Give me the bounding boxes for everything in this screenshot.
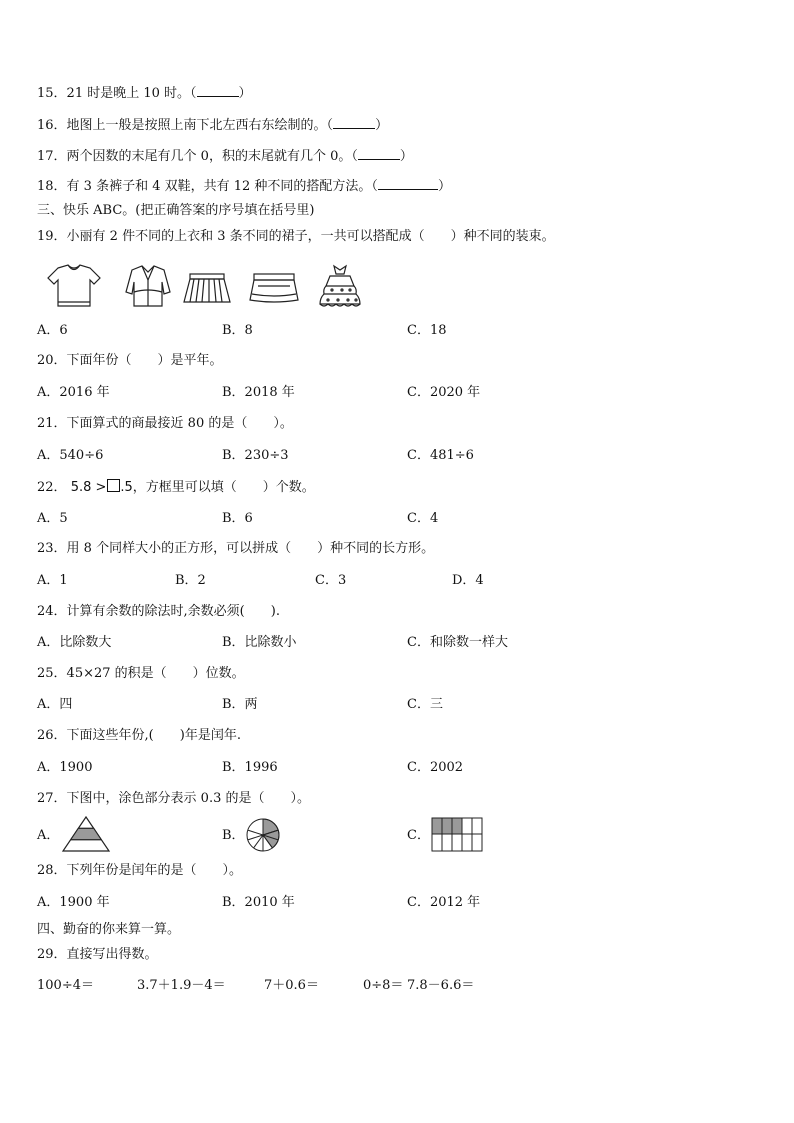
option-d[interactable]: D．4 <box>452 573 484 588</box>
option-a[interactable]: A．540÷6 <box>37 448 104 463</box>
question-text: 地图上一般是按照上南下北左西右东绘制的。（ <box>66 118 334 133</box>
answer-blank[interactable] <box>358 147 400 160</box>
ruffled-skirt-icon <box>320 266 360 306</box>
option-c[interactable]: C．18 <box>407 323 447 338</box>
answer-blank[interactable] <box>197 84 239 97</box>
section-3-heading: 三、快乐 ABC。(把正确答案的序号填在括号里) <box>37 203 315 218</box>
bracket-close: ） <box>238 86 252 101</box>
option-c[interactable]: C．4 <box>407 511 439 526</box>
section-4-heading: 四、勤奋的你来算一算。 <box>37 922 181 937</box>
option-a[interactable]: A．1 <box>37 573 68 588</box>
question-number: 22． <box>37 480 67 495</box>
option-b[interactable]: B．2018 年 <box>222 385 295 400</box>
calc-item: 7.8－6.6＝ <box>407 978 475 993</box>
calc-item: 7＋0.6＝ <box>264 978 319 993</box>
question-25: 25．45×27 的积是（ ）位数。 <box>37 666 245 681</box>
empty-box-icon <box>107 479 120 492</box>
bracket-close: ） <box>375 118 389 133</box>
option-a[interactable]: A．1900 <box>37 760 93 775</box>
question-number: 15． <box>37 86 67 101</box>
question-22 <box>37 479 315 496</box>
option-c[interactable]: C．2012 年 <box>407 895 481 910</box>
clothing-icons <box>44 262 364 310</box>
question-text: 21 时是晚上 10 时。（ <box>66 86 197 101</box>
option-a[interactable]: A．5 <box>37 511 68 526</box>
question-16 <box>37 116 388 134</box>
question-17 <box>37 147 413 165</box>
calc-item: 100÷4＝ <box>37 978 94 993</box>
question-29: 29．直接写出得数。 <box>37 947 158 962</box>
option-b[interactable]: B．比除数小 <box>222 635 297 650</box>
question-text: ，方框里可以填（ ）个数。 <box>132 480 315 495</box>
option-c[interactable]: C．2020 年 <box>407 385 481 400</box>
option-a[interactable]: A．比除数大 <box>37 635 112 650</box>
calc-item: 0÷8＝ <box>363 978 404 993</box>
option-c[interactable]: C．2002 <box>407 760 464 775</box>
option-a[interactable]: A． <box>37 828 60 843</box>
question-28: 28．下列年份是闰年的是（ ）。 <box>37 863 243 878</box>
option-c[interactable]: C．3 <box>315 573 347 588</box>
expression-right: .5 <box>120 480 133 495</box>
question-number: 16． <box>37 118 67 133</box>
option-c[interactable]: C． <box>407 828 430 843</box>
short-skirt-icon <box>250 274 298 302</box>
option-b[interactable]: B．2010 年 <box>222 895 295 910</box>
option-c[interactable]: C．三 <box>407 697 443 712</box>
question-number: 17． <box>37 149 67 164</box>
option-b[interactable]: B．两 <box>222 697 258 712</box>
grid-figure[interactable] <box>431 817 483 853</box>
question-27: 27．下图中，涂色部分表示 0.3 的是（ ）。 <box>37 791 310 806</box>
question-15 <box>37 84 252 102</box>
answer-blank[interactable] <box>333 116 375 129</box>
question-text: 两个因数的末尾有几个 0，积的末尾就有几个 0。（ <box>66 149 358 164</box>
option-b[interactable]: B．230÷3 <box>222 448 289 463</box>
pleated-skirt-icon <box>184 274 230 302</box>
option-b[interactable]: B．2 <box>175 573 206 588</box>
question-number: 18． <box>37 179 67 194</box>
option-b[interactable]: B．1996 <box>222 760 278 775</box>
bracket-close: ） <box>399 149 413 164</box>
option-b[interactable]: B．6 <box>222 511 253 526</box>
option-c[interactable]: C．481÷6 <box>407 448 474 463</box>
question-20: 20．下面年份（ ）是平年。 <box>37 353 223 368</box>
question-26: 26．下面这些年份,( )年是闰年. <box>37 728 241 743</box>
option-a[interactable]: A．6 <box>37 323 68 338</box>
question-19: 19．小丽有 2 件不同的上衣和 3 条不同的裙子，一共可以搭配成（ ）种不同的装束。 <box>37 229 555 244</box>
triangle-figure[interactable] <box>60 815 112 853</box>
question-18 <box>37 177 451 195</box>
option-a[interactable]: A．1900 年 <box>37 895 110 910</box>
option-a[interactable]: A．四 <box>37 697 73 712</box>
calc-item: 3.7＋1.9－4＝ <box>137 978 226 993</box>
question-text: 有 3 条裤子和 4 双鞋，共有 12 种不同的搭配方法。（ <box>66 179 378 194</box>
option-a[interactable]: A．2016 年 <box>37 385 110 400</box>
shirt-icon <box>48 265 100 306</box>
question-24: 24．计算有余数的除法时,余数必须( ). <box>37 604 280 619</box>
option-b[interactable]: B． <box>222 828 245 843</box>
question-21: 21．下面算式的商最接近 80 的是（ ）。 <box>37 416 293 431</box>
clothing-illustration <box>44 262 364 310</box>
expression-left: 5.8 > <box>70 480 107 495</box>
bracket-close: ） <box>437 179 451 194</box>
option-c[interactable]: C．和除数一样大 <box>407 635 508 650</box>
circle-figure[interactable] <box>245 817 281 853</box>
question-23: 23．用 8 个同样大小的正方形，可以拼成（ ）种不同的长方形。 <box>37 541 435 556</box>
blouse-icon <box>126 266 170 306</box>
answer-blank[interactable] <box>378 177 438 190</box>
option-b[interactable]: B．8 <box>222 323 253 338</box>
